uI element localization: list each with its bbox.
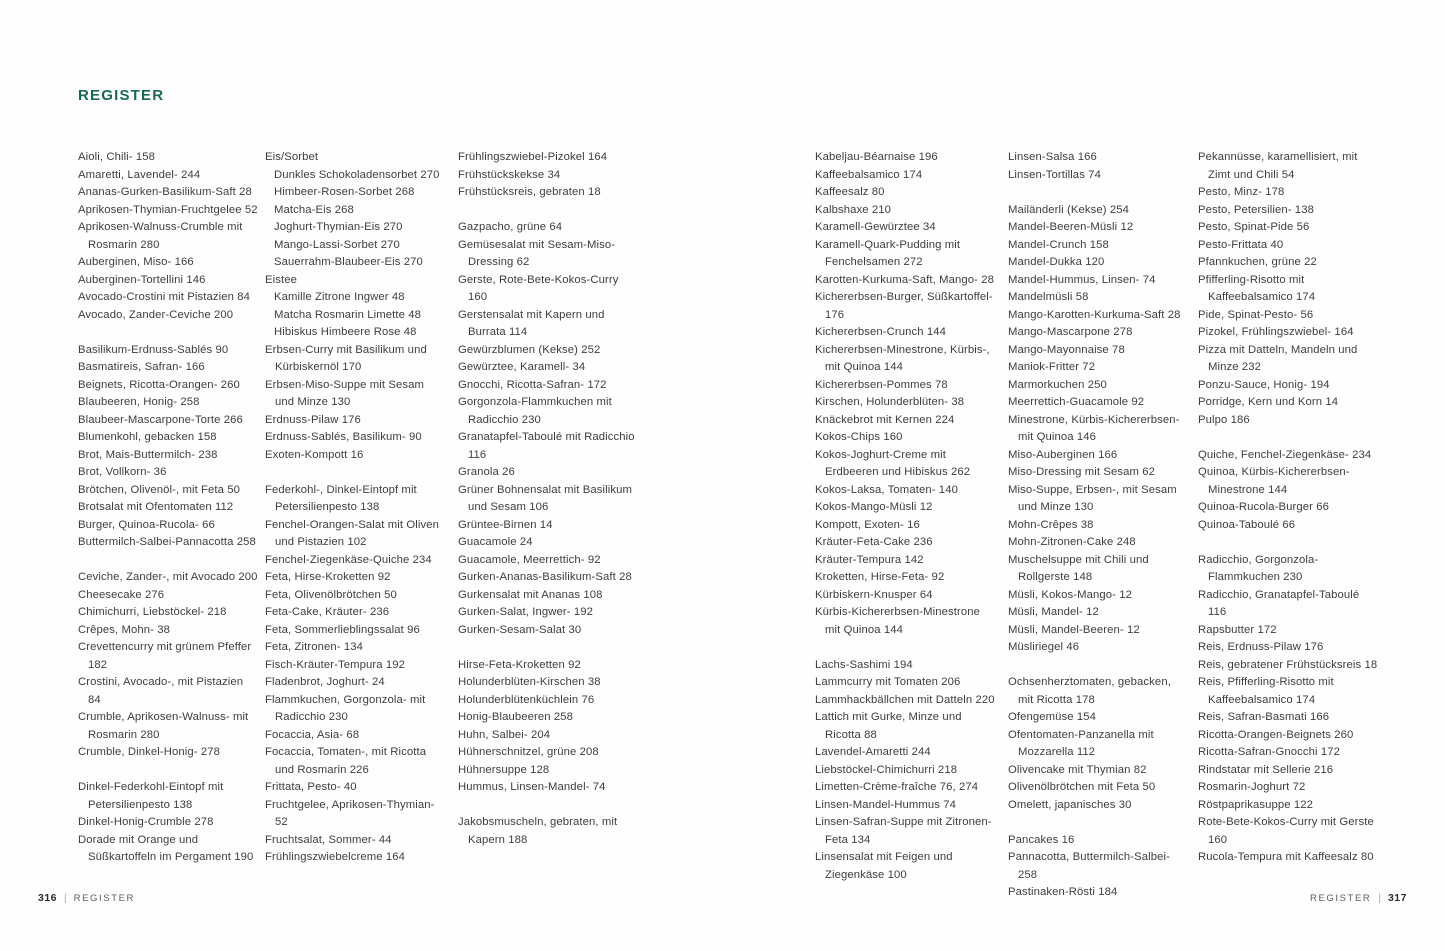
index-entry: Gewürztee, Karamell- 34 (458, 361, 586, 373)
index-entry: Crevettencurry mit grünem Pfeffer 182 (78, 641, 252, 671)
index-column-6 (1198, 149, 1379, 867)
index-entry: Buttermilch-Salbei-Pannacotta 258 (78, 536, 256, 548)
index-entry: Kürbiskern-Knusper 64 (815, 588, 933, 601)
footer-separator: | (1378, 892, 1381, 904)
index-group (1008, 832, 1189, 902)
index-entry: Radicchio, Granatapfel-Taboulé 116 (1198, 588, 1360, 618)
index-group (1008, 674, 1189, 814)
index-entry: Kräuter-Tempura 142 (815, 553, 924, 566)
index-entry: Marmorkuchen 250 (1008, 378, 1107, 391)
index-entry: Joghurt-Thymian-Eis 270 (274, 221, 403, 233)
index-entry: Matcha-Eis 268 (274, 203, 354, 216)
index-entry: Kichererbsen-Pommes 78 (815, 378, 948, 391)
index-group (815, 149, 996, 639)
index-entry: Kürbis-Kichererbsen-Minestrone mit Quinoa 144 (815, 606, 980, 636)
index-entry: Dinkel-Honig-Crumble 278 (78, 816, 214, 828)
index-entry: Feta, Hirse-Kroketten 92 (265, 571, 391, 583)
index-entry: Hirse-Feta-Kroketten 92 (458, 658, 581, 671)
index-entry: Grüner Bohnensalat mit Basilikum und Sesam 106 (458, 483, 632, 513)
index-entry: Feta, Zitronen- 134 (265, 641, 363, 653)
index-entry: Maniok-Fritter 72 (1008, 361, 1096, 373)
index-entry: Federkohl-, Dinkel-Eintopf mit Petersilienpesto 138 (265, 483, 417, 513)
index-entry: Röstpaprikasuppe 122 (1198, 798, 1314, 811)
index-entry: Avocado-Crostini mit Pistazien 84 (78, 291, 250, 303)
index-entry: Gerste, Rote-Bete-Kokos-Curry 160 (458, 273, 619, 303)
index-entry: Kokos-Chips 160 (815, 431, 903, 443)
index-entry: Huhn, Salbei- 204 (458, 728, 551, 741)
index-entry: Mango-Karotten-Kurkuma-Saft 28 (1008, 308, 1181, 321)
index-entry: Fruchtsalat, Sommer- 44 (265, 833, 392, 846)
index-entry: Fisch-Kräuter-Tempura 192 (265, 658, 405, 671)
index-entry: Ananas-Gurken-Basilikum-Saft 28 (78, 186, 252, 198)
index-entry: Grüntee-Birnen 14 (458, 518, 553, 531)
index-entry: Aprikosen-Walnuss-Crumble mit Rosmarin 280 (78, 221, 243, 251)
index-entry: Miso-Auberginen 166 (1008, 448, 1118, 461)
index-entry: Fruchtgelee, Aprikosen-Thymian- 52 (265, 798, 435, 828)
index-entry: Ceviche, Zander-, mit Avocado 200 (78, 571, 258, 583)
index-entry: Mandel-Hummus, Linsen- 74 (1008, 273, 1156, 286)
index-entry: Pekannüsse, karamellisiert, mit Zimt und Chili 54 (1198, 151, 1358, 181)
index-group (78, 569, 259, 762)
index-entry: Pizokel, Frühlingszwiebel- 164 (1198, 326, 1354, 338)
index-entry: Kaffeebalsamico 174 (815, 168, 923, 181)
index-entry: Müsli, Mandel- 12 (1008, 606, 1099, 618)
index-entry: Auberginen, Miso- 166 (78, 256, 194, 268)
index-entry: Ochsenherztomaten, gebacken, mit Ricotta 178 (1008, 676, 1171, 706)
index-entry: Kompott, Exoten- 16 (815, 518, 920, 531)
index-entry: Crumble, Dinkel-Honig- 278 (78, 746, 220, 758)
index-entry: Linsen-Tortillas 74 (1008, 168, 1101, 181)
index-entry: Himbeer-Rosen-Sorbet 268 (274, 186, 415, 198)
index-entry: Rucola-Tempura mit Kaffeesalz 80 (1198, 851, 1374, 863)
index-entry: Kabeljau-Béarnaise 196 (815, 151, 938, 163)
footer-label-left: REGISTER (73, 892, 136, 904)
index-entry: Feta-Cake, Kräuter- 236 (265, 606, 390, 618)
index-entry: Feta, Sommerlieblingssalat 96 (265, 623, 420, 636)
index-entry: Mandel-Beeren-Müsli 12 (1008, 221, 1134, 233)
index-group (1008, 202, 1189, 657)
page-number-left: 316 (38, 892, 58, 904)
index-column-2 (265, 149, 446, 867)
index-entry: Pulpo 186 (1198, 413, 1250, 426)
index-entry: Miso-Dressing mit Sesam 62 (1008, 466, 1155, 478)
index-group (265, 482, 446, 867)
index-entry: Pesto, Minz- 178 (1198, 186, 1285, 198)
index-entry: Chimichurri, Liebstöckel- 218 (78, 606, 227, 618)
index-entry: Blumenkohl, gebacken 158 (78, 431, 217, 443)
index-entry: Reis, Safran-Basmati 166 (1198, 711, 1330, 723)
index-entry: Gnocchi, Ricotta-Safran- 172 (458, 378, 607, 391)
index-entry: Rapsbutter 172 (1198, 623, 1277, 636)
index-entry: Honig-Blaubeeren 258 (458, 711, 574, 723)
index-entry: Pancakes 16 (1008, 833, 1075, 846)
index-entry: Lachs-Sashimi 194 (815, 658, 913, 671)
footer-left (38, 892, 135, 904)
index-entry: Linsen-Salsa 166 (1008, 151, 1097, 163)
index-entry: Ofentomaten-Panzanella mit Mozzarella 112 (1008, 728, 1154, 758)
index-entry: Ricotta-Safran-Gnocchi 172 (1198, 746, 1340, 758)
index-entry: Gazpacho, grüne 64 (458, 221, 563, 233)
index-entry: Guacamole 24 (458, 536, 533, 548)
index-entry: Brot, Mais-Buttermilch- 238 (78, 448, 218, 461)
index-entry: Olivencake mit Thymian 82 (1008, 763, 1147, 776)
index-column-4 (815, 149, 996, 884)
index-entry: Ponzu-Sauce, Honig- 194 (1198, 378, 1330, 391)
index-entry: Eistee (265, 273, 297, 286)
index-entry: Gurken-Sesam-Salat 30 (458, 623, 582, 636)
index-entry: Kaffeesalz 80 (815, 186, 885, 198)
index-entry: Crêpes, Mohn- 38 (78, 623, 171, 636)
index-entry: Frühlingszwiebelcreme 164 (265, 851, 406, 863)
index-entry: Kirschen, Holunderblüten- 38 (815, 396, 965, 408)
index-group (1198, 149, 1379, 429)
index-group (815, 657, 996, 885)
index-entry: Focaccia, Tomaten-, mit Ricotta und Rosmarin 226 (265, 746, 427, 776)
index-entry: Kichererbsen-Minestrone, Kürbis-, mit Quinoa 144 (815, 343, 990, 373)
index-entry: Crostini, Avocado-, mit Pistazien 84 (78, 676, 244, 706)
index-entry: Erdnuss-Pilaw 176 (265, 413, 361, 426)
index-entry: Fenchel-Orangen-Salat mit Oliven und Pistazien 102 (265, 518, 439, 548)
index-entry: Ricotta-Orangen-Beignets 260 (1198, 728, 1354, 741)
index-entry: Linsen-Safran-Suppe mit Zitronen-Feta 134 (815, 816, 992, 846)
index-entry: Hummus, Linsen-Mandel- 74 (458, 781, 606, 793)
index-group (1198, 447, 1379, 535)
index-entry: Frittata, Pesto- 40 (265, 781, 357, 793)
index-entry: Quinoa-Taboulé 66 (1198, 518, 1296, 531)
index-entry: Olivenölbrötchen mit Feta 50 (1008, 781, 1156, 793)
index-group (78, 779, 259, 867)
index-entry: Frühstücksreis, gebraten 18 (458, 186, 601, 198)
index-entry: Dinkel-Federkohl-Eintopf mit Petersilienpesto 138 (78, 781, 224, 811)
index-entry: Matcha Rosmarin Limette 48 (274, 308, 422, 321)
index-entry: Blaubeer-Mascarpone-Torte 266 (78, 413, 243, 426)
index-entry: Cheesecake 276 (78, 588, 165, 601)
index-entry: Gewürzblumen (Kekse) 252 (458, 343, 601, 356)
index-entry: Meerrettich-Guacamole 92 (1008, 396, 1145, 408)
index-entry: Quinoa, Kürbis-Kichererbsen-Minestrone 144 (1198, 466, 1350, 496)
index-group (458, 149, 639, 202)
footer-label-right: REGISTER (1309, 892, 1372, 904)
index-entry: Aprikosen-Thymian-Fruchtgelee 52 (78, 203, 258, 216)
index-entry: Lammhackbällchen mit Datteln 220 (815, 693, 995, 706)
index-entry: Dorade mit Orange und Süßkartoffeln im Pergament 190 (78, 833, 254, 863)
index-entry: Aioli, Chili- 158 (78, 151, 156, 163)
index-entry: Rosmarin-Joghurt 72 (1198, 781, 1306, 793)
index-entry: Rindstatar mit Sellerie 216 (1198, 763, 1334, 776)
index-entry: Mailänderli (Kekse) 254 (1008, 203, 1129, 216)
index-entry: Karamell-Gewürztee 34 (815, 221, 936, 233)
index-entry: Kokos-Laksa, Tomaten- 140 (815, 483, 958, 496)
index-entry: Blaubeeren, Honig- 258 (78, 396, 200, 408)
index-entry: Rote-Bete-Kokos-Curry mit Gerste 160 (1198, 816, 1374, 846)
index-entry: Brötchen, Olivenöl-, mit Feta 50 (78, 483, 241, 496)
footer-right (1310, 892, 1407, 904)
index-entry: Kokos-Mango-Müsli 12 (815, 501, 933, 513)
index-entry: Mandel-Dukka 120 (1008, 256, 1105, 268)
index-entry: Burger, Quinoa-Rucola- 66 (78, 518, 215, 531)
index-entry: Kokos-Joghurt-Creme mit Erdbeeren und Hibiskus 262 (815, 448, 971, 478)
index-entry: Gurken-Salat, Ingwer- 192 (458, 606, 593, 618)
index-entry: Linsensalat mit Feigen und Ziegenkäse 100 (815, 851, 953, 881)
index-entry: Pesto-Frittata 40 (1198, 238, 1284, 251)
index-entry: Holunderblüten-Kirschen 38 (458, 676, 601, 688)
index-column-5 (1008, 149, 1189, 902)
index-entry: Mandel-Crunch 158 (1008, 238, 1109, 251)
index-entry: Pannacotta, Buttermilch-Salbei- 258 (1008, 851, 1170, 881)
index-entry: Feta, Olivenölbrötchen 50 (265, 588, 397, 601)
index-entry: Gurkensalat mit Ananas 108 (458, 588, 603, 601)
index-entry: Kamille Zitrone Ingwer 48 (274, 291, 405, 303)
index-entry: Linsen-Mandel-Hummus 74 (815, 798, 957, 811)
index-entry: Limetten-Crème-fraîche 76, 274 (815, 781, 979, 793)
index-entry: Hühnersuppe 128 (458, 763, 550, 776)
index-group (458, 219, 639, 639)
index-entry: Mango-Lassi-Sorbet 270 (274, 238, 400, 251)
index-entry: Fladenbrot, Joghurt- 24 (265, 676, 385, 688)
index-entry: Kichererbsen-Crunch 144 (815, 326, 947, 338)
index-entry: Pastinaken-Rösti 184 (1008, 886, 1118, 898)
index-entry: Pesto, Spinat-Pide 56 (1198, 221, 1310, 233)
index-entry: Beignets, Ricotta-Orangen- 260 (78, 378, 240, 391)
index-entry: Quinoa-Rucola-Burger 66 (1198, 501, 1330, 513)
index-entry: Frühlingszwiebel-Pizokel 164 (458, 151, 608, 163)
index-column-3 (458, 149, 639, 849)
index-entry: Liebstöckel-Chimichurri 218 (815, 763, 958, 776)
index-entry: Gurken-Ananas-Basilikum-Saft 28 (458, 571, 632, 583)
index-group (458, 814, 639, 849)
index-entry: Gemüsesalat mit Sesam-Miso-Dressing 62 (458, 238, 616, 268)
index-entry: Frühstückskekse 34 (458, 168, 561, 181)
index-entry: Pfifferling-Risotto mit Kaffeebalsamico 174 (1198, 273, 1316, 303)
index-entry: Kroketten, Hirse-Feta- 92 (815, 571, 945, 583)
index-entry: Pfannkuchen, grüne 22 (1198, 256, 1317, 268)
index-entry: Karamell-Quark-Pudding mit Fenchelsamen 272 (815, 238, 961, 268)
index-entry: Lattich mit Gurke, Minze und Ricotta 88 (815, 711, 962, 741)
index-entry: Pesto, Petersilien- 138 (1198, 203, 1314, 216)
index-entry: Flammkuchen, Gorgonzola- mit Radicchio 230 (265, 693, 426, 723)
index-group (78, 342, 259, 552)
index-entry: Mango-Mascarpone 278 (1008, 326, 1133, 338)
index-entry: Müsli, Kokos-Mango- 12 (1008, 588, 1133, 601)
index-group (1008, 149, 1189, 184)
index-group (1198, 552, 1379, 867)
index-entry: Lammcurry mit Tomaten 206 (815, 676, 961, 688)
index-entry: Kräuter-Feta-Cake 236 (815, 536, 933, 548)
index-entry: Pizza mit Datteln, Mandeln und Minze 232 (1198, 343, 1358, 373)
index-entry: Focaccia, Asia- 68 (265, 728, 360, 741)
index-entry: Basilikum-Erdnuss-Sablés 90 (78, 343, 229, 356)
index-entry: Miso-Suppe, Erbsen-, mit Sesam und Minze 130 (1008, 483, 1177, 513)
index-entry: Basmatireis, Safran- 166 (78, 361, 205, 373)
index-entry: Kalbshaxe 210 (815, 203, 892, 216)
page-title: REGISTER (78, 87, 165, 105)
index-entry: Muschelsuppe mit Chili und Rollgerste 148 (1008, 553, 1149, 583)
index-entry: Gerstensalat mit Kapern und Burrata 114 (458, 308, 605, 338)
index-entry: Müsli, Mandel-Beeren- 12 (1008, 623, 1140, 636)
index-entry: Müsliriegel 46 (1008, 641, 1080, 653)
index-column-1 (78, 149, 259, 867)
index-entry: Mohn-Crêpes 38 (1008, 518, 1094, 531)
index-entry: Pide, Spinat-Pesto- 56 (1198, 308, 1314, 321)
index-entry: Minestrone, Kürbis-Kichererbsen- mit Quinoa 146 (1008, 413, 1180, 443)
index-entry: Reis, gebratener Frühstücksreis 18 (1198, 658, 1378, 671)
index-entry: Quiche, Fenchel-Ziegenkäse- 234 (1198, 448, 1372, 461)
index-entry: Avocado, Zander-Ceviche 200 (78, 308, 234, 321)
index-entry: Hühnerschnitzel, grüne 208 (458, 746, 599, 758)
index-entry: Sauerrahm-Blaubeer-Eis 270 (274, 256, 423, 268)
index-entry: Erdnuss-Sablés, Basilikum- 90 (265, 431, 422, 443)
index-entry: Guacamole, Meerrettich- 92 (458, 553, 601, 566)
index-entry: Reis, Erdnuss-Pilaw 176 (1198, 641, 1324, 653)
index-entry: Hibiskus Himbeere Rose 48 (274, 326, 417, 338)
index-entry: Dunkles Schokoladensorbet 270 (274, 168, 440, 181)
index-group (265, 149, 446, 464)
page-number-right: 317 (1387, 892, 1407, 904)
index-entry: Eis/Sorbet (265, 151, 319, 163)
index-entry: Brot, Vollkorn- 36 (78, 466, 167, 478)
index-entry: Knäckebrot mit Kernen 224 (815, 413, 955, 426)
index-entry: Omelett, japanisches 30 (1008, 798, 1132, 811)
index-entry: Amaretti, Lavendel- 244 (78, 168, 201, 181)
index-entry: Reis, Pfifferling-Risotto mit Kaffeebalsamico 174 (1198, 676, 1334, 706)
index-group (78, 149, 259, 324)
index-entry: Jakobsmuscheln, gebraten, mit Kapern 188 (458, 816, 618, 846)
index-entry: Lavendel-Amaretti 244 (815, 746, 931, 758)
index-entry: Gorgonzola-Flammkuchen mit Radicchio 230 (458, 396, 612, 426)
index-entry: Erbsen-Curry mit Basilikum und Kürbiskernöl 170 (265, 343, 427, 373)
index-entry: Radicchio, Gorgonzola-Flammkuchen 230 (1198, 553, 1319, 583)
index-entry: Porridge, Kern und Korn 14 (1198, 396, 1339, 408)
index-entry: Exoten-Kompott 16 (265, 448, 364, 461)
footer-separator: | (64, 892, 67, 904)
index-entry: Granola 26 (458, 466, 515, 478)
index-entry: Erbsen-Miso-Suppe mit Sesam und Minze 130 (265, 378, 425, 408)
index-entry: Holunderblütenküchlein 76 (458, 693, 595, 706)
index-entry: Ofengemüse 154 (1008, 711, 1097, 723)
index-entry: Fenchel-Ziegenkäse-Quiche 234 (265, 553, 432, 566)
index-entry: Mango-Mayonnaise 78 (1008, 343, 1125, 356)
index-entry: Brotsalat mit Ofentomaten 112 (78, 501, 234, 513)
index-entry: Kichererbsen-Burger, Süßkartoffel- 176 (815, 291, 993, 321)
index-entry: Mandelmüsli 58 (1008, 291, 1089, 303)
index-entry: Granatapfel-Taboulé mit Radicchio 116 (458, 431, 635, 461)
index-group (458, 657, 639, 797)
index-entry: Auberginen-Tortellini 146 (78, 273, 206, 286)
index-entry: Crumble, Aprikosen-Walnuss- mit Rosmarin 280 (78, 711, 249, 741)
index-entry: Karotten-Kurkuma-Saft, Mango- 28 (815, 273, 995, 286)
index-entry: Mohn-Zitronen-Cake 248 (1008, 536, 1136, 548)
